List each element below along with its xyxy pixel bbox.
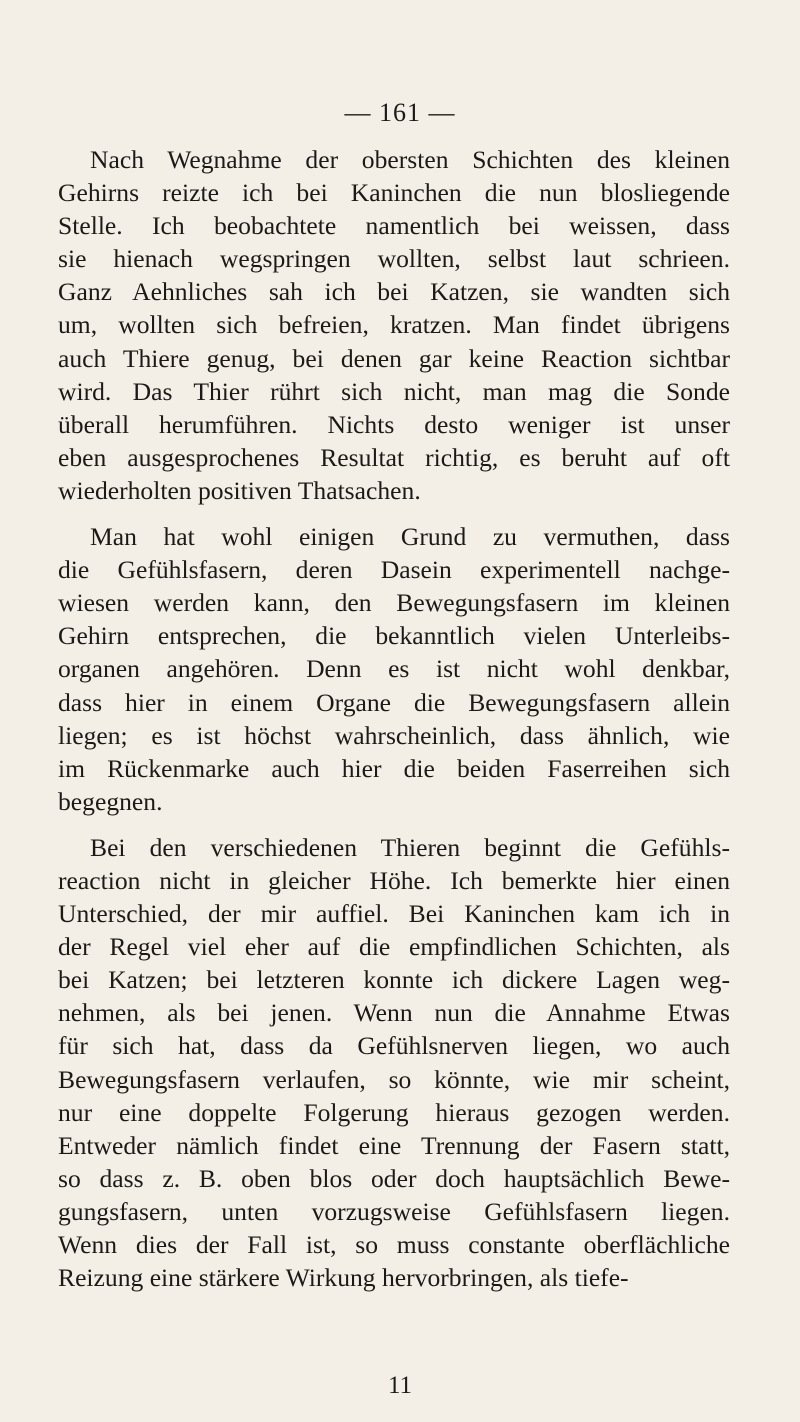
text-line: bei Katzen; bei letzteren konnte ich dickere Lagen weg- [58, 965, 730, 995]
text-line: im Rückenmarke auch hier die beiden Faserreihen sich [58, 753, 730, 783]
text-line: die Gefühlsfasern, deren Dasein experimentell nachge- [58, 555, 730, 585]
text-line: Bei den verschiedenen Thieren beginnt die Gefühls- [90, 832, 730, 862]
text-line: gungsfasern, unten vorzugsweise Gefühlsfasern liegen. [58, 1196, 730, 1226]
text-line: organen angehören. Denn es ist nicht wohl denkbar, [58, 654, 730, 684]
text-line: der Regel viel eher auf die empfindlichen Schichten, als [58, 932, 730, 962]
text-line: Stelle. Ich beobachtete namentlich bei weissen, dass [58, 211, 730, 241]
text-line: Nach Wegnahme der obersten Schichten des kleinen [90, 145, 730, 174]
page-body [58, 143, 730, 1294]
text-line: wird. Das Thier rührt sich nicht, man mag die Sonde [58, 376, 730, 406]
text-line: Gehirn entsprechen, die bekanntlich vielen Unterleibs- [58, 621, 730, 651]
text-line: liegen; es ist höchst wahrscheinlich, dass ähnlich, wie [58, 720, 730, 750]
text-line: Gehirns reizte ich bei Kaninchen die nun blosliegende [58, 178, 730, 208]
text-line: Wenn dies der Fall ist, so muss constante oberflächliche [58, 1230, 730, 1259]
text-line: wiesen werden kann, den Bewegungsfasern im kleinen [58, 588, 730, 618]
text-line: Man hat wohl einigen Grund zu vermuthen, dass [90, 522, 730, 552]
text-line: so dass z. B. oben blos oder doch hauptsächlich Bewe- [58, 1163, 730, 1193]
text-line: überall herumführen. Nichts desto weniger ist unser [58, 409, 730, 439]
page-number: — 161 — [344, 98, 456, 127]
text-line: dass hier in einem Organe die Bewegungsfasern allein [58, 687, 730, 717]
signature-mark: 11 [387, 1372, 413, 1399]
text-line: nur eine doppelte Folgerung hieraus gezogen werden. [58, 1097, 730, 1127]
text-line: sie hienach wegspringen wollten, selbst laut schrieen. [58, 244, 730, 274]
text-line: begegnen. [58, 786, 163, 816]
text-line: Reizung eine stärkere Wirkung hervorbringen, als tiefe- [58, 1263, 629, 1293]
text-line: um, wollten sich befreien, kratzen. Man findet übrigens [58, 310, 730, 340]
text-line: reaction nicht in gleicher Höhe. Ich bemerkte hier einen [58, 865, 730, 895]
paragraph-3 [58, 831, 730, 1294]
text-line: wiederholten positiven Thatsachen. [58, 475, 421, 505]
text-line: Unterschied, der mir auffiel. Bei Kaninchen kam ich in [58, 899, 730, 929]
text-line: Entweder nämlich findet eine Trennung der Fasern statt, [58, 1130, 730, 1160]
text-line: Bewegungsfasern verlaufen, so könnte, wie mir scheint, [58, 1064, 730, 1094]
text-line: für sich hat, dass da Gefühlsnerven liegen, wo auch [58, 1031, 730, 1061]
text-line: Ganz Aehnliches sah ich bei Katzen, sie wandten sich [58, 277, 730, 307]
text-line: eben ausgesprochenes Resultat richtig, es beruht auf oft [58, 442, 730, 472]
paragraph-2 [58, 520, 730, 818]
paragraph-1 [58, 143, 730, 507]
text-line: nehmen, als bei jenen. Wenn nun die Annahme Etwas [58, 998, 730, 1028]
text-line: auch Thiere genug, bei denen gar keine Reaction sichtbar [58, 343, 730, 373]
